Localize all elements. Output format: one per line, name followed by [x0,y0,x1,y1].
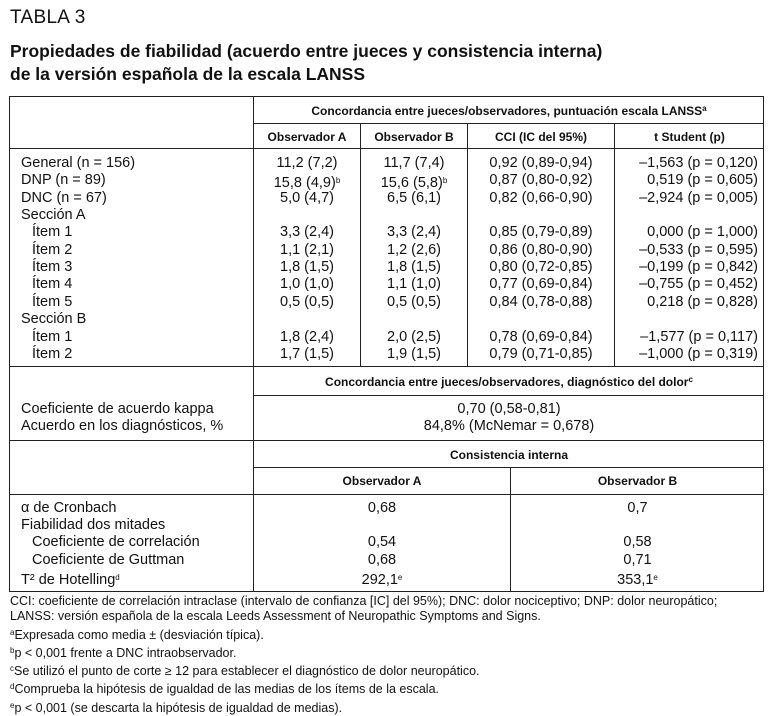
cell-observador-a [254,569,510,589]
footnote-list [10,625,770,716]
kappa-label: Coeficiente de acuerdo kappa [21,401,214,417]
cell-observador-b [361,329,467,346]
row-label-text: α de Cronbach [21,500,117,516]
footnote-mark: d [10,682,15,692]
cell-value: 1,1 (2,1) [280,241,334,258]
cell-value: 1,8 (1,5) [387,259,441,276]
row-label [32,552,184,569]
cell-value: 0,84 (0,78-0,88) [489,293,593,310]
cell-value: –0,755 (p = 0,452) [639,276,758,293]
cell-observador-a [254,242,360,259]
cell-value: 0,77 (0,69-0,84) [489,276,593,293]
cell-t-student [615,172,758,189]
cell-value: 0,218 (p = 0,828) [647,293,758,310]
footnote-mark: c [10,664,14,674]
superscript-mark: d [115,572,120,582]
cell-value: 0,82 (0,66-0,90) [489,189,593,206]
divider [10,440,764,441]
cell-observador-b [361,294,467,311]
cell-value: 15,6 (5,8) [380,175,443,192]
cell-value: 0,5 (0,5) [280,293,334,310]
row-label: Ítem 5 [32,293,73,310]
cell-value: 0,000 (p = 1,000) [647,224,758,241]
cell-t-student [615,155,758,172]
footnote [10,661,770,679]
divider [253,467,764,468]
footnote-text: Se utilizó el punto de corte ≥ 12 para establecer el diagnóstico de dolor neuropático. [14,664,480,679]
section3-header: Consistencia interna [449,448,569,462]
col-header-observador-b: Observador B [597,474,678,488]
row-label: Ítem 4 [32,276,73,293]
cell-value: –0,199 (p = 0,842) [639,259,758,276]
cell-cci [468,276,614,293]
divider [10,148,764,149]
cell-value: 3,3 (2,4) [387,224,441,241]
cell-observador-a [254,346,360,363]
cell-value: 11,7 (7,4) [383,155,445,171]
cell-observador-b [361,259,467,276]
cell-cci [468,294,614,311]
row-label: Ítem 1 [32,224,73,241]
cell-value: 0,7 [627,500,648,516]
footnote-mark: e [10,700,15,710]
row-label-text: Coeficiente de Guttman [32,551,185,568]
cell-observador-a [254,329,360,346]
footnote-mark: a [10,627,15,637]
row-label: Ítem 2 [32,241,73,258]
col-header-observador-a: Observador A [267,130,347,144]
cell-observador-a [254,534,510,551]
cell-observador-b [361,155,467,172]
row-label-text: Coeficiente de correlación [32,534,200,551]
cell-value: –1,563 (p = 0,120) [639,155,758,171]
row-label: Ítem 2 [32,345,73,362]
cell-value: 1,2 (2,6) [387,241,441,258]
row-label [21,517,165,534]
cell-cci [468,190,614,207]
cell-value: 0,71 [623,551,652,568]
cell-t-student [615,294,758,311]
cell-value: 353,1 [617,571,654,588]
cell-observador-a [254,224,360,241]
cell-observador-b [361,242,467,259]
cell-value: 0,79 (0,71-0,85) [489,345,593,362]
superscript-mark: e [397,572,403,582]
cell-t-student [615,346,758,363]
superscript-mark: b [442,176,448,186]
agreement-value: 84,8% (McNemar = 0,678) [423,418,595,434]
cell-cci [468,346,614,363]
row-label: DNC (n = 67) [21,189,107,206]
footnote-text: p < 0,001 (se descarta la hipótesis de igualdad de medias). [14,700,343,715]
row-label [21,500,116,517]
cell-value: 0,80 (0,72-0,85) [489,259,593,276]
cell-value: 0,519 (p = 0,605) [647,172,758,189]
title-line-1: Propiedades de fiabilidad (acuerdo entre jueces y consistencia interna) [10,41,603,61]
cell-t-student [615,276,758,293]
cell-observador-b [511,534,764,551]
row-label: Sección B [21,311,87,328]
cell-observador-a [254,552,510,569]
cell-value: 1,8 (1,5) [280,259,334,276]
cell-value: 1,8 (2,4) [280,328,334,345]
footnote-abbreviations: LANSS: versión española de la escala Leeds Assessment of Neuropathic Symptoms and Signs. [10,609,541,624]
cell-value: 6,5 (6,1) [387,189,441,206]
cell-value: 0,5 (0,5) [387,293,441,310]
cell-value: 1,9 (1,5) [387,345,441,362]
cell-value: 15,8 (4,9) [273,175,336,192]
cell-t-student [615,224,758,241]
cell-value: 3,3 (2,4) [280,224,334,241]
col-header-t-student: t Student (p) [654,130,725,144]
cell-value: 0,58 [623,534,652,551]
cell-cci [468,242,614,259]
cell-cci [468,259,614,276]
title-line-2: de la versión española de la escala LANSS [10,64,366,84]
reliability-table [9,96,764,592]
row-label: DNP (n = 89) [21,172,106,189]
cell-value: 0,87 (0,80-0,92) [489,172,593,189]
col-header-observador-b: Observador B [374,130,454,144]
cell-value: 0,86 (0,80-0,90) [489,241,593,258]
row-label-text: T² de Hotelling [21,571,116,588]
cell-observador-b [361,276,467,293]
cell-observador-a [254,294,360,311]
divider [253,123,764,124]
section2-header: Concordancia entre jueces/observadores, diagnóstico del dolor$^c$ [325,375,693,389]
row-label: Sección A [21,207,86,224]
cell-observador-b [511,500,764,517]
cell-value: –0,533 (p = 0,595) [639,241,758,258]
cell-value: 0,68 [367,551,397,568]
divider [10,366,764,367]
footnote-text: p < 0,001 frente a DNC intraobservador. [14,645,237,660]
divider [253,395,764,396]
footnote-mark: b [10,645,15,655]
superscript-mark: e [653,572,658,582]
cell-value: 1,0 (1,0) [280,276,334,293]
col-header-observador-a: Observador A [342,474,422,488]
table-label: TABLA 3 [10,7,86,28]
cell-value: 0,78 (0,69-0,84) [489,328,593,345]
cell-value: –1,000 (p = 0,319) [639,345,758,362]
cell-value: 0,92 (0,89-0,94) [489,155,593,171]
cell-value: 0,54 [367,534,397,551]
cell-value: 1,7 (1,5) [280,345,334,362]
cell-value: 1,1 (1,0) [387,276,441,293]
cell-observador-b [361,346,467,363]
cell-observador-a [254,155,360,172]
footnote-text: Expresada como media ± (desviación típica). [14,627,264,642]
table-title [10,40,602,86]
cell-cci [468,224,614,241]
cell-cci [468,329,614,346]
footnote-text: Comprueba la hipótesis de igualdad de las medias de los ítems de la escala. [14,682,440,697]
kappa-value: 0,70 (0,58-0,81) [457,401,561,417]
cell-observador-a [254,259,360,276]
cell-value: –1,577 (p = 0,117) [640,328,758,345]
col-header-cci: CCI (IC del 95%) [494,130,587,144]
section1-header: Concordancia entre jueces/observadores, puntuación escala LANSS$^a$ [311,104,707,118]
cell-cci [468,172,614,189]
cell-t-student [615,242,758,259]
cell-observador-b [361,224,467,241]
agreement-label: Acuerdo en los diagnósticos, % [21,418,224,434]
cell-observador-b [511,569,764,589]
cell-value: 2,0 (2,5) [387,328,441,345]
divider [10,494,764,495]
row-label [21,569,120,589]
cell-value: 292,1 [361,571,398,588]
cell-value: 11,2 (7,2) [276,155,338,171]
cell-observador-b [511,552,764,569]
row-label-text: Fiabilidad dos mitades [21,517,166,534]
cell-observador-a [254,190,360,207]
row-label: Ítem 3 [32,259,73,276]
cell-value: –2,924 (p = 0,005) [639,189,758,206]
cell-observador-a [254,500,510,517]
cell-value: 0,85 (0,79-0,89) [489,224,593,241]
row-label: General (n = 156) [21,155,136,171]
cell-observador-b [361,190,467,207]
footnote [10,625,770,643]
row-label: Ítem 1 [32,328,73,345]
cell-cci [468,155,614,172]
footnotes [10,594,770,716]
footnote [10,698,770,716]
row-label [32,534,200,551]
superscript-mark: b [335,176,341,186]
cell-t-student [615,329,758,346]
cell-value: 0,68 [367,500,397,516]
footnote [10,679,770,697]
footnote [10,643,770,661]
cell-observador-a [254,276,360,293]
footnote-abbreviations: CCI: coeficiente de correlación intraclase (intervalo de confianza [IC] del 95%); DNC: dolor nociceptivo; DNP: dolor neuropático; [10,594,718,608]
cell-value: 5,0 (4,7) [280,189,334,206]
cell-t-student [615,259,758,276]
cell-t-student [615,190,758,207]
